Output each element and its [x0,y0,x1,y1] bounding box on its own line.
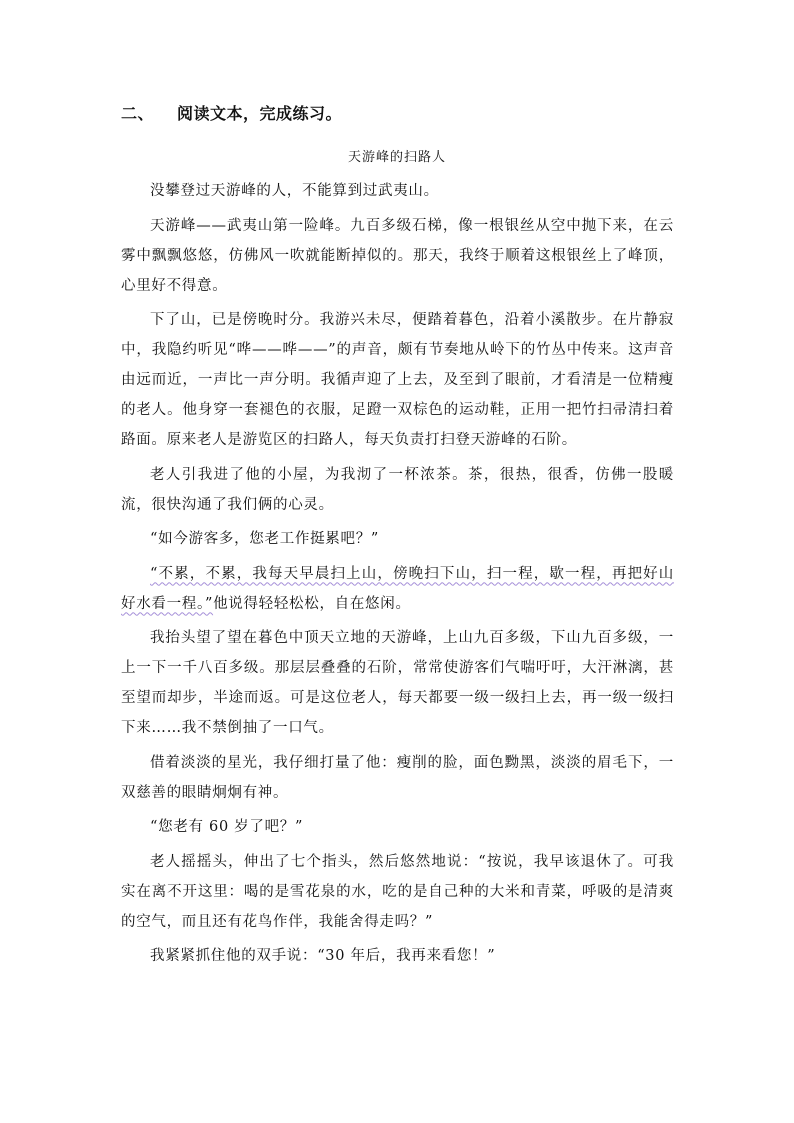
paragraph: “您老有 60 岁了吧？” [150,819,304,835]
quote-tail: 他说得轻轻松松，自在悠闲。 [213,595,411,612]
section-instruction: 阅读文本，完成练习。 [177,104,343,123]
paragraph: “如今游客多，您老工作挺累吧？” [150,531,380,547]
paragraph-with-underlined-quote [121,559,674,619]
article-title: 天游峰的扫路人 [347,150,446,165]
article-body [121,176,674,976]
section-number: 二、 [121,104,155,123]
paragraph: 借着淡淡的星光，我仔细打量了他：瘦削的脸，面色黝黑，淡淡的眉毛下，一双慈善的眼睛炯炯有神。 [121,754,674,801]
paragraph: 天游峰——武夷山第一险峰。九百多级石梯，像一根银丝从空中抛下来，在云雾中飘飘悠悠，仿佛风一吹就能断掉似的。那天，我终于顺着这根银丝上了峰顶，心里好不得意。 [121,217,674,294]
paragraph: 我紧紧抓住他的双手说：“30 年后，我再来看您！” [150,948,496,964]
paragraph: 我抬头望了望在暮色中顶天立地的天游峰，上山九百多级，下山九百多级，一上一下一千八百多级。那层层叠叠的石阶，常常使游客们气喘吁吁，大汗淋漓，甚至望而却步，半途而返。可是这位老人，每天都要一级一级扫上去，再一级一级扫下来……我不禁倒抽了一口气。 [121,630,674,736]
paragraph: 老人摇摇头，伸出了七个指头，然后悠然地说：“按说，我早该退休了。可我实在离不开这里：喝的是雪花泉的水，吃的是自己种的大米和青菜，呼吸的是清爽的空气，而且还有花鸟作伴，我能舍得走吗？” [121,853,674,930]
paragraph: 下了山，已是傍晚时分。我游兴未尽，便踏着暮色，沿着小溪散步。在片静寂中，我隐约听见“哗——哗——”的声音，颇有节奏地从岭下的竹丛中传来。这声音由远而近，一声比一声分明。我循声迎了上去，及至到了眼前，才看清是一位精瘦的老人。他身穿一套褪色的衣服，足蹬一双棕色的运动鞋，正用一把竹扫帚清扫着路面。原来老人是游览区的扫路人，每天负责打扫登天游峰的石阶。 [121,312,674,448]
paragraph: 老人引我进了他的小屋，为我沏了一杯浓茶。茶，很热，很香，仿佛一股暖流，很快沟通了我们俩的心灵。 [121,466,674,513]
section-heading [121,101,342,124]
underlined-quote: “不累，不累，我每天早晨扫上山，傍晚扫下山，扫一程，歇一程，再把好山好水看一程。” [121,565,674,612]
paragraph: 没攀登过天游峰的人，不能算到过武夷山。 [150,183,439,199]
